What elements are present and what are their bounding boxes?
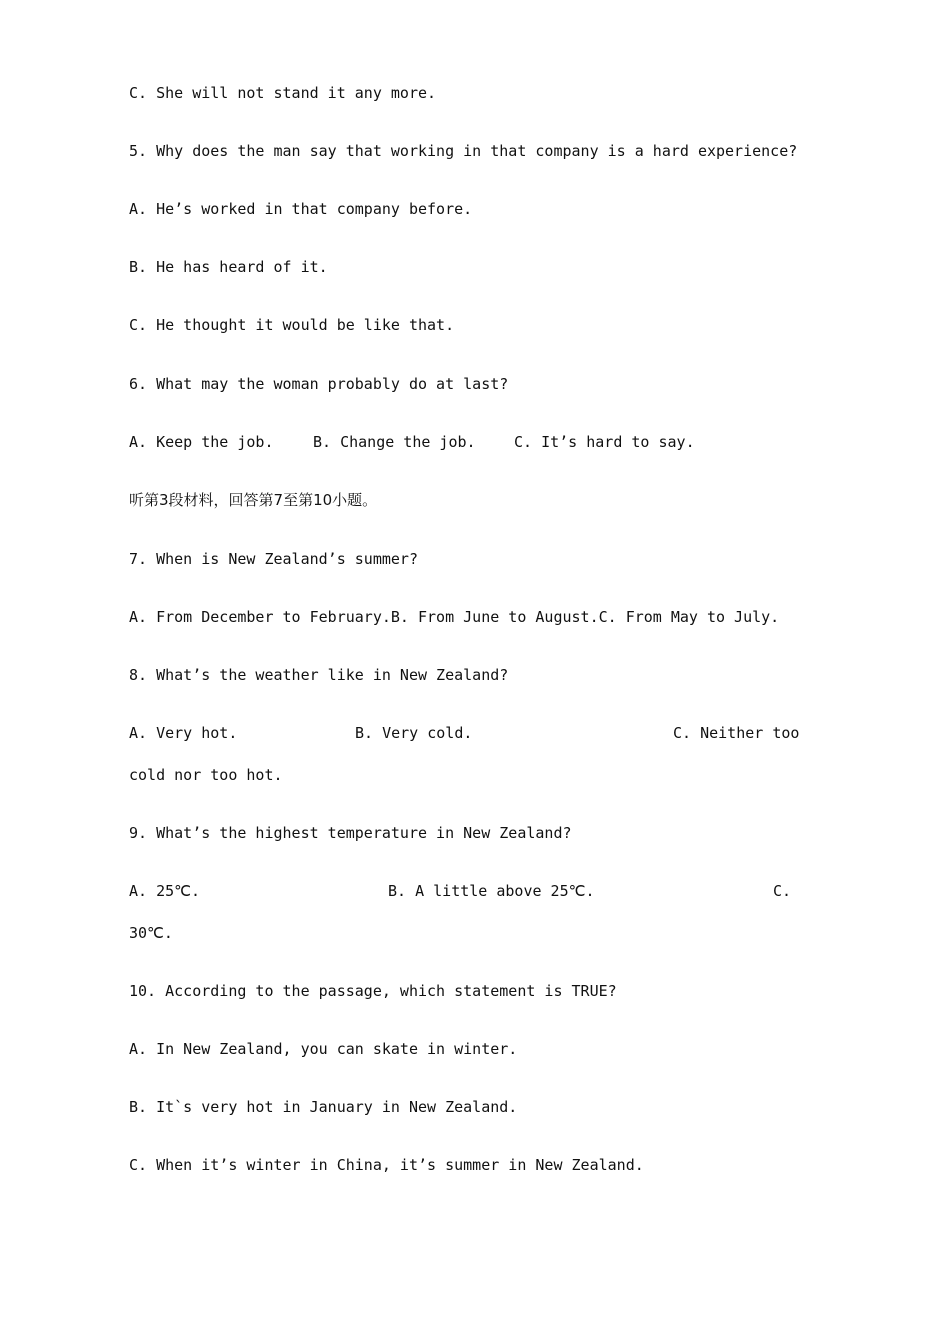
q5-question: 5. Why does the man say that working in that company is a hard experience? — [129, 142, 798, 160]
q9-option-b: B. A little above 25℃. — [388, 882, 595, 900]
q8-option-c: C. Neither too — [673, 724, 800, 742]
q8-question: 8. What’s the weather like in New Zealand? — [129, 666, 509, 684]
q5-option-c: C. He thought it would be like that. — [129, 316, 455, 334]
q8-option-a: A. Very hot. — [129, 724, 238, 742]
section-instruction: 听第3段材料，回答第7至第10小题。 — [129, 491, 378, 509]
q9-option-a: A. 25℃. — [129, 882, 201, 900]
q6-option-a: A. Keep the job. — [129, 433, 274, 451]
q6-question: 6. What may the woman probably do at last? — [129, 375, 509, 393]
q4-option-c: C. She will not stand it any more. — [129, 84, 437, 102]
q6-option-c: C. It’s hard to say. — [514, 433, 695, 451]
q10-option-b: B. It`s very hot in January in New Zealand. — [129, 1098, 518, 1116]
q9-question: 9. What’s the highest temperature in New Zealand? — [129, 824, 572, 842]
q6-option-b: B. Change the job. — [313, 433, 476, 451]
q7-options: A. From December to February.B. From June to August.C. From May to July. — [129, 608, 780, 626]
q5-option-b: B. He has heard of it. — [129, 258, 328, 276]
q10-option-a: A. In New Zealand, you can skate in winter. — [129, 1040, 518, 1058]
q5-option-a: A. He’s worked in that company before. — [129, 200, 473, 218]
q9-option-c: C. — [773, 882, 792, 900]
q8-option-c-continued: cold nor too hot. — [129, 766, 283, 784]
q9-option-c-continued: 30℃. — [129, 924, 173, 942]
q8-option-b: B. Very cold. — [355, 724, 473, 742]
q7-question: 7. When is New Zealand’s summer? — [129, 550, 418, 568]
q10-question: 10. According to the passage, which statement is TRUE? — [129, 982, 617, 1000]
q10-option-c: C. When it’s winter in China, it’s summer in New Zealand. — [129, 1156, 644, 1174]
